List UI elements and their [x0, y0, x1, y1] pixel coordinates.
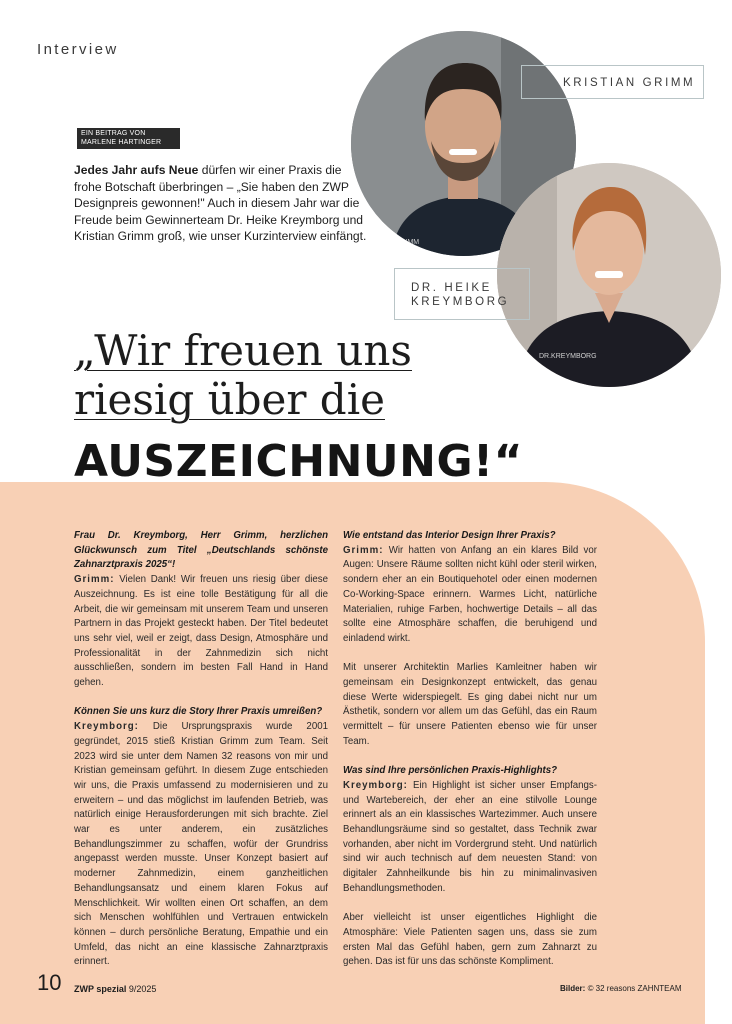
headline: [74, 326, 554, 424]
section-label: Interview: [37, 41, 119, 58]
question: Frau Dr. Kreymborg, Herr Grimm, herzlichen Glückwunsch zum Titel „Deutschlands schönste Zahnarztpraxis 2025“!: [74, 530, 328, 571]
answer-text: Ein Highlight ist sicher unser Empfangs- und Wartebereich, der eher an eine stilvolle Lounge erinnert als an ein klassisches Wartezimmer. Auch unsere Behandlungsräume sind so gestaltet, dass Technik zwar vorhanden, aber nicht im Vordergrund steht. Und natürlich sind wir auch technisch auf dem neuesten Stand: von digitaler Zahnheilkunde bis hin zu minimalinvasiven Behandlungsmethoden.: [343, 779, 597, 894]
intro-text: [74, 162, 372, 245]
answer: [74, 573, 328, 691]
issue-number: 9/2025: [126, 984, 157, 994]
speaker-name: Kreymborg:: [74, 721, 139, 733]
answer: [343, 544, 597, 647]
page-number: 10: [37, 970, 62, 995]
magazine-name: ZWP spezial: [74, 984, 127, 994]
question: Was sind Ihre persönlichen Praxis-Highlights?: [343, 765, 558, 777]
name-label-kreymborg: DR. HEIKE KREYMBORG: [394, 268, 530, 320]
intro-body: dürfen wir einer Praxis die frohe Botschaft überbringen – „Sie haben den ZWP Designpreis gewonnen!" Auch in diesem Jahr war die Freude beim Gewinnerteam Dr. Heike Kreymborg und Kristian Grimm groß, wie unser Kurzinterview einfängt.: [74, 163, 367, 244]
answer: [343, 779, 597, 897]
answer: [74, 720, 328, 970]
headline-line-2: riesig über die: [74, 375, 385, 424]
speaker-name: Kreymborg:: [343, 779, 408, 791]
interview-column-left: [74, 529, 328, 970]
shirt-logo-kreymborg: DR.KREYMBORG: [539, 353, 597, 360]
speaker-name: Grimm:: [343, 544, 384, 556]
speaker-name: Grimm:: [74, 574, 115, 586]
headline-line-1: „Wir freuen uns: [74, 326, 412, 375]
headline-bold: AUSZEICHNUNG!“: [74, 436, 524, 487]
shirt-logo-grimm: GRIMM: [395, 239, 420, 246]
answer-text: Wir hatten von Anfang an ein klares Bild vor Augen: Unsere Räume sollten nicht kühl oder steril wirken, sondern eher an ein Boutiquehotel oder einen modernen Co-Working-Space erinnern. Warmes Licht, natürliche Materialien, ruhige Farben, hochwertige Details – all das sollte eine Atmosphäre schaffen, die beruhigend und einladend wirkt.: [343, 544, 597, 644]
interview-column-right: [343, 529, 597, 970]
credits-label: Bilder:: [560, 984, 586, 993]
answer-text: Die Ursprungspraxis wurde 2001 gegründet, 2015 stieß Kristian Grimm zum Team. Seit 2023 wird sie unter dem Namen 32 reasons von mir und Kristian gemeinsam geführt. In diesem Zuge entschieden wir uns, die Praxis umfassend zu modernisieren und zu erweitern – und das möglichst im laufenden Betrieb, was natürlich einige Herausforderungen mit sich brachte. Ziel war es unter anderem, ein zusätzliches Behandlungszimmer zu schaffen, wofür der Grundriss angepasst werden musste. Unser Konzept basiert auf moderner Zahnmedizin, einem ganzheitlichen Behandlungsansatz und einem klaren Fokus auf Menschlichkeit. Wir wollten einen Ort schaffen, an dem sich Menschen wohlfühlen und Vertrauen entwickeln können – durch persönliche Beratung, Empathie und ein Umfeld, das nicht an eine klassische Zahnarztpraxis erinnert.: [74, 721, 328, 968]
author-tag: EIN BEITRAG VON MARLENE HARTINGER: [77, 128, 180, 149]
question: Können Sie uns kurz die Story Ihrer Praxis umreißen?: [74, 706, 323, 718]
answer-paragraph: Mit unserer Architektin Marlies Kamleitner haben wir gemeinsam ein Designkonzept entwickelt, das genau diese Werte widerspiegelt. Es ging dabei nicht nur um Ästhetik, sondern vor allem um das Gefühl, das ein Raum vermittelt – für unsere Patienten ebenso wie für unser Team.: [343, 662, 597, 747]
name-label-grimm: KRISTIAN GRIMM: [521, 65, 704, 99]
magazine-issue: [74, 984, 156, 994]
intro-lead: Jedes Jahr aufs Neue: [74, 163, 199, 177]
answer-text: Vielen Dank! Wir freuen uns riesig über diese Auszeichnung. Es ist eine tolle Bestätigung für all die Arbeit, die wir gemeinsam mit unserem Team und unseren Partnern in das Projekt gesteckt haben. Der Titel bedeutet uns sehr viel, weil er zeigt, dass Design, Atmosphäre und Professionalität in der Zahnmedizin sich nicht ausschließen, sondern im besten Fall Hand in Hand gehen.: [74, 574, 328, 689]
credits-text: © 32 reasons ZAHNTEAM: [585, 984, 682, 993]
answer-paragraph: Aber vielleicht ist unser eigentliches Highlight die Atmosphäre: Viele Patienten sagen uns, dass sie zum ersten Mal das Gefühl haben, gern zum Zahnarzt zu gehen. Das ist für uns das schönste Kompliment.: [343, 912, 597, 968]
image-credits: [560, 984, 682, 993]
question: Wie entstand das Interior Design Ihrer Praxis?: [343, 530, 556, 541]
